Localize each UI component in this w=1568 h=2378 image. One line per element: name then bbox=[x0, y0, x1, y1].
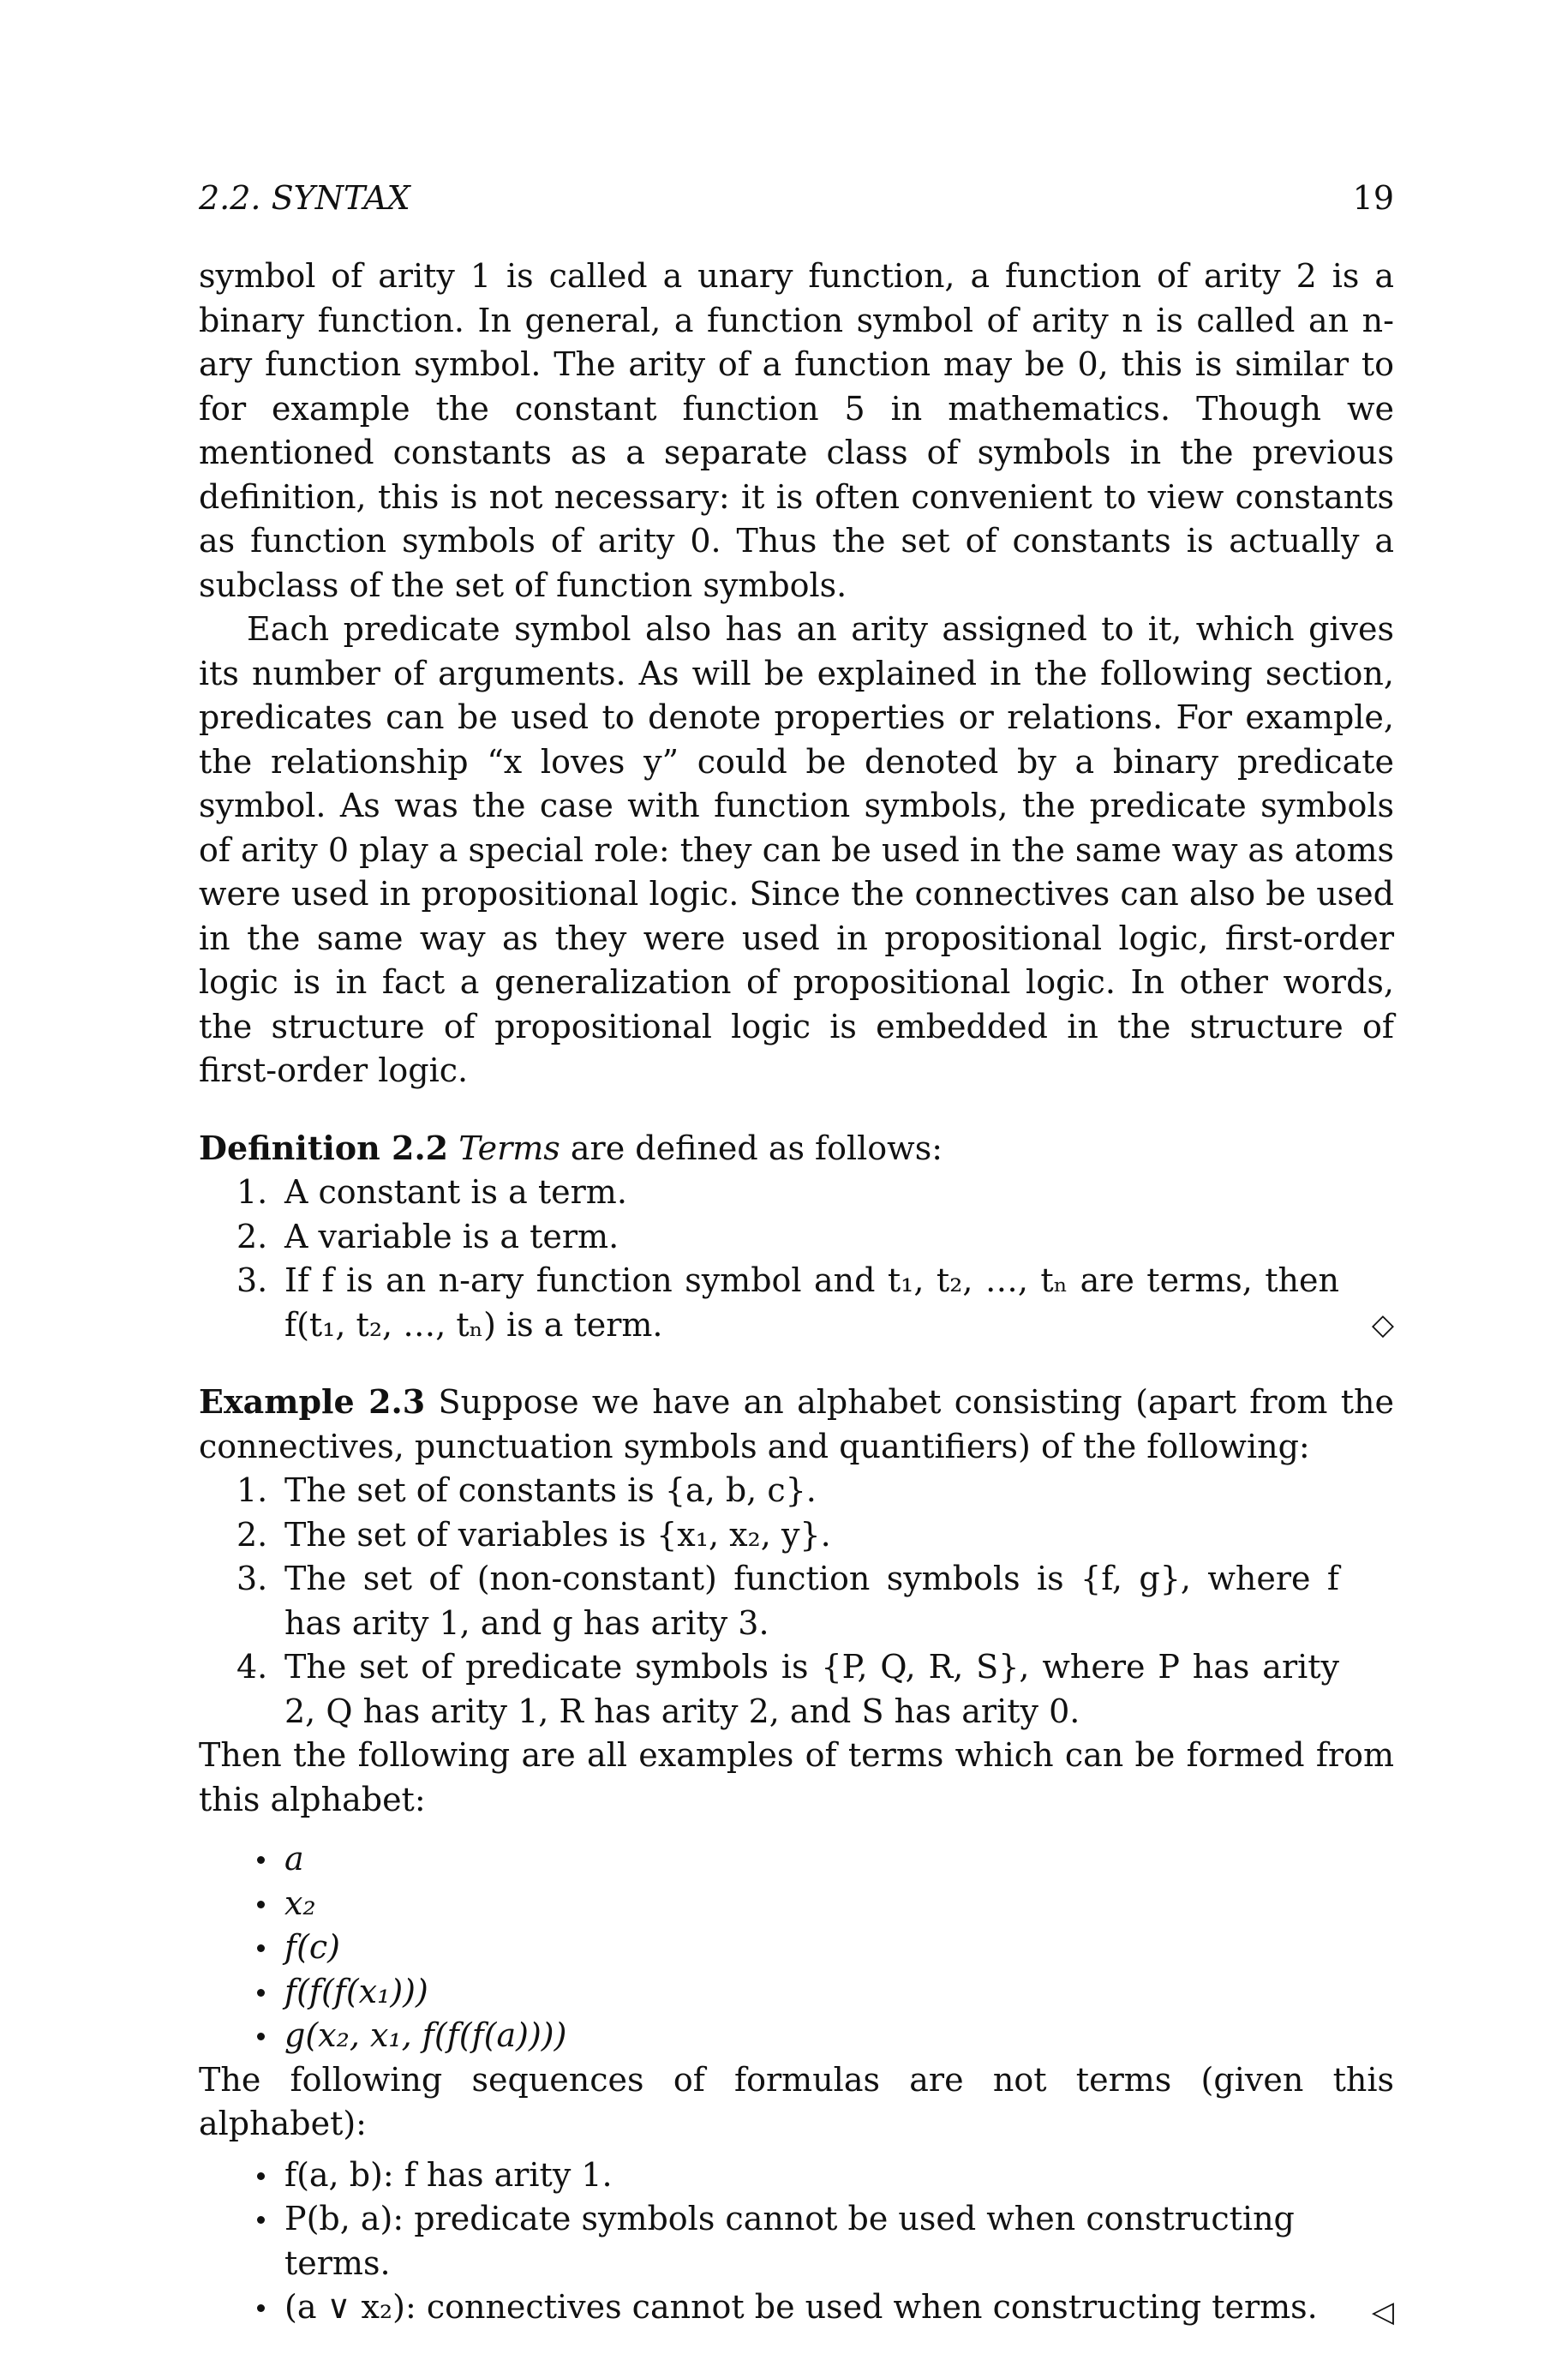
definition-item: 3. If f is an n-ary function symbol and t₁, t₂, …, tₙ are terms, then f(t₁, t₂, …, tₙ) is a term. ◇ bbox=[199, 1259, 1394, 1347]
terms-intro: Then the following are all examples of terms which can be formed from this alphabet: bbox=[199, 1736, 1394, 1818]
non-terms-intro: The following sequences of formulas are not terms (given this alphabet): bbox=[199, 2060, 1394, 2142]
section-title: 2.2. SYNTAX bbox=[199, 179, 410, 217]
example-label: Example 2.3 bbox=[199, 1382, 426, 1421]
non-term-item: (a ∨ x₂): connectives cannot be used when constructing terms. ◁ bbox=[199, 2285, 1394, 2330]
example-block bbox=[199, 1380, 1394, 2330]
definition-intro bbox=[199, 1126, 1394, 1171]
alphabet-item: 4. The set of predicate symbols is {P, Q, R, S}, where P has arity 2, Q has arity 1, R has arity 2, and S has arity 0. bbox=[236, 1648, 1339, 1730]
triangle-left-icon: ◁ bbox=[1371, 2295, 1394, 2329]
alphabet-item: 2. The set of variables is {x₁, x₂, y}. bbox=[236, 1515, 831, 1554]
alphabet-list bbox=[199, 1469, 1394, 1734]
non-terms-list bbox=[199, 2153, 1394, 2330]
definition-item: 2. A variable is a term. bbox=[236, 1217, 619, 1255]
term-item: f(f(f(x₁))) bbox=[199, 1970, 1394, 2015]
definition-list bbox=[199, 1171, 1394, 1347]
alphabet-item: 1. The set of constants is {a, b, c}. bbox=[236, 1471, 817, 1509]
running-header bbox=[199, 177, 1394, 221]
non-term-item: P(b, a): predicate symbols cannot be used when constructing terms. bbox=[199, 2197, 1394, 2285]
term-item: a bbox=[199, 1837, 1394, 1882]
alphabet-item: 3. The set of (non-constant) function symbols is {f, g}, where f has arity 1, and g has arity 3. bbox=[236, 1560, 1339, 1642]
definition-block bbox=[199, 1126, 1394, 1348]
example-intro-text: Suppose we have an alphabet consisting (apart from the connectives, punctuation symbols and quantifiers) of the following: bbox=[199, 1383, 1394, 1465]
definition-item: 1. A constant is a term. bbox=[236, 1173, 627, 1211]
diamond-icon: ◇ bbox=[1371, 1307, 1394, 1342]
non-term-item: f(a, b): f has arity 1. bbox=[199, 2153, 1394, 2198]
example-intro bbox=[199, 1380, 1394, 1469]
term-item: x₂ bbox=[199, 1882, 1394, 1926]
page-number: 19 bbox=[1352, 179, 1394, 217]
term-item: g(x₂, x₁, f(f(f(a)))) bbox=[199, 2014, 1394, 2058]
definition-intro-text: are defined as follows: bbox=[570, 1129, 943, 1167]
term-item: f(c) bbox=[199, 1926, 1394, 1970]
definition-term: Terms bbox=[458, 1129, 560, 1167]
paragraph-predicates: Each predicate symbol also has an arity assigned to it, which gives its number of arguments. As will be explained in the following section, predicates can be used to denote properties or relations. For example, the relationship “x loves y” could be denoted by a binary predicate symbol. As was the case with function symbols, the predicate symbols of arity 0 play a special role: they can be used in the same way as atoms were used in propositional logic. Since the connectives can also be used in the same way as they were used in propositional logic, first-order logic is in fact a generalization of propositional logic. In other words, the structure of propositional logic is embedded in the structure of first-order logic. bbox=[199, 610, 1394, 1089]
paragraph-arity-functions: symbol of arity 1 is called a unary function, a function of arity 2 is a binary function. In general, a function symbol of arity n is called an n-ary function symbol. The arity of a function may be 0, this is similar to for example the constant function 5 in mathematics. Though we mentioned constants as a separate class of symbols in the previous definition, this is not necessary: it is often convenient to view constants as function symbols of arity 0. Thus the set of constants is actually a subclass of the set of function symbols. bbox=[199, 257, 1394, 604]
definition-label: Definition 2.2 bbox=[199, 1128, 449, 1167]
page-body bbox=[199, 255, 1394, 2330]
terms-list bbox=[199, 1837, 1394, 2058]
